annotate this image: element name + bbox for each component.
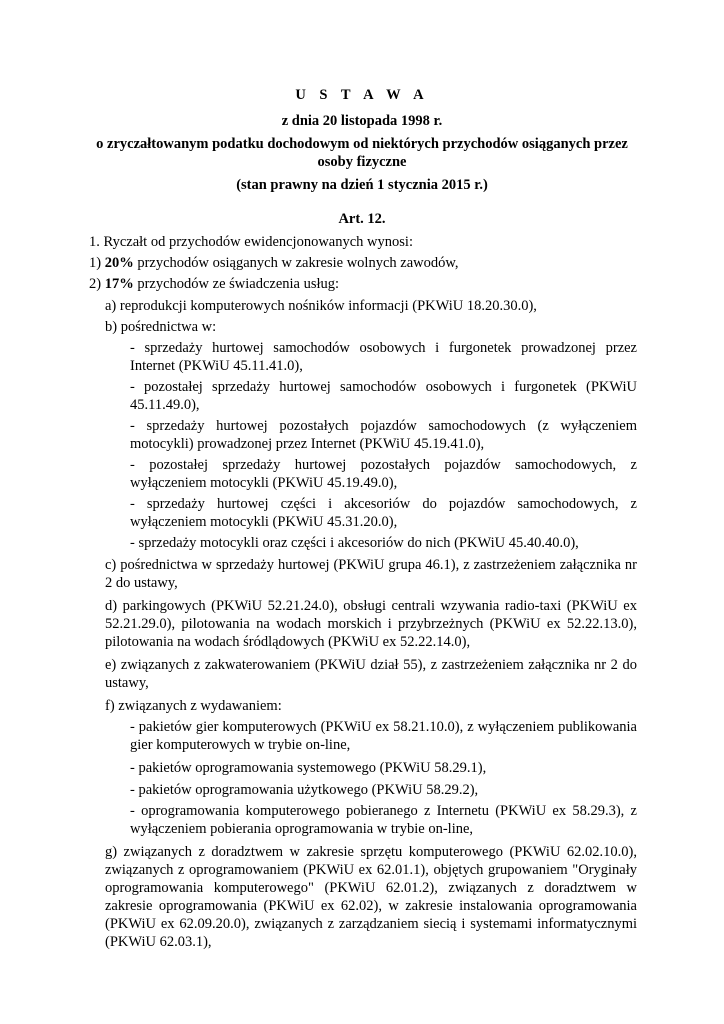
subitem-f-dash-1-line-1: - pakietów gier komputerowych (PKWiU ex 58.21.10.0), z wyłączeniem publikowania (130, 719, 637, 735)
subitem-d (105, 597, 637, 651)
subitem-g-line-4: zakresie oprogramowania (PKWiU ex 62.02), w zakresie instalowania oprogramowania (105, 898, 637, 914)
subitem-b-dash-1-line-2: Internet (PKWiU 45.11.41.0), (130, 358, 303, 374)
subitem-e (105, 656, 637, 692)
item-1-text: przychodów osiąganych w zakresie wolnych zawodów, (133, 255, 459, 271)
subitem-d-line-3: pilotowania na wodach śródlądowych (PKWiU ex 52.22.14.0), (105, 634, 471, 650)
subitem-b-dash-5-line-2: wyłączeniem motocykli (PKWiU 45.31.20.0), (130, 514, 398, 530)
subitem-b-dash-5-line-1: - sprzedaży hurtowej części i akcesoriów do pojazdów samochodowych, z (130, 496, 637, 512)
subitem-a: a) reprodukcji komputerowych nośników informacji (PKWiU 18.20.30.0), (105, 298, 537, 314)
document-subject-line-1: o zryczałtowanym podatku dochodowym od niektórych przychodów osiąganych przez (96, 136, 628, 152)
document-title: U S T A W A (295, 87, 429, 103)
subitem-b-dash-5 (130, 495, 637, 531)
subitem-e-line-1: e) związanych z zakwaterowaniem (PKWiU dział 55), z zastrzeżeniem załącznika nr 2 do (105, 657, 637, 673)
subitem-d-line-2: 52.21.29.0), pilotowania na wodach morskich i przybrzeżnych (PKWiU ex 52.22.13.0), (105, 616, 637, 632)
subitem-b-dash-3 (130, 417, 637, 453)
item-2-rate: 17% (104, 276, 134, 292)
subitem-f-dash-4 (130, 802, 637, 838)
subitem-f-dash-1 (130, 718, 637, 754)
subitem-b-dash-3-line-1: - sprzedaży hurtowej pozostałych pojazdów samochodowych (z wyłączeniem (130, 418, 637, 434)
subitem-c-line-2: 2 do ustawy, (105, 575, 178, 591)
item-2 (89, 275, 339, 293)
subitem-c (105, 556, 637, 592)
paragraph-1: 1. Ryczałt od przychodów ewidencjonowanych wynosi: (89, 234, 413, 250)
subitem-b-dash-4-line-2: wyłączeniem motocykli (PKWiU 45.19.49.0), (130, 475, 398, 491)
item-2-text: przychodów ze świadczenia usług: (133, 276, 340, 292)
subitem-f-dash-2: - pakietów oprogramowania systemowego (PKWiU 58.29.1), (130, 760, 487, 776)
subitem-b: b) pośrednictwa w: (105, 319, 217, 335)
item-1-rate: 20% (104, 255, 134, 271)
subitem-f-dash-4-line-2: wyłączeniem pobierania oprogramowania w trybie on-line, (130, 821, 474, 837)
subitem-b-dash-4-line-1: - pozostałej sprzedaży hurtowej pozostałych pojazdów samochodowych, z (130, 457, 637, 473)
subitem-e-line-2: ustawy, (105, 675, 149, 691)
item-1 (89, 254, 459, 272)
subitem-g-line-5: (PKWiU ex 62.09.20.0), związanych z zarządzaniem siecią i systemami informatycznymi (105, 916, 637, 932)
subitem-b-dash-4 (130, 456, 637, 492)
subitem-g-line-3: oprogramowania komputerowego" (PKWiU 62.01.2), związanych z doradztwem w (105, 880, 637, 896)
subitem-b-dash-2-line-1: - pozostałej sprzedaży hurtowej samochodów osobowych i furgonetek (PKWiU (130, 379, 637, 395)
document-subject-line-2: osoby fizyczne (317, 154, 407, 170)
subitem-d-line-1: d) parkingowych (PKWiU 52.21.24.0), obsługi centrali wzywania radio-taxi (PKWiU ex (105, 598, 637, 614)
legal-state-note: (stan prawny na dzień 1 stycznia 2015 r.) (236, 177, 488, 193)
subitem-b-dash-1 (130, 339, 637, 375)
subitem-g-line-1: g) związanych z doradztwem w zakresie sprzętu komputerowego (PKWiU 62.02.10.0), (105, 844, 637, 860)
subitem-b-dash-2-line-2: 45.11.49.0), (130, 397, 200, 413)
document-date: z dnia 20 listopada 1998 r. (281, 113, 443, 129)
item-1-number: 1) (89, 255, 105, 271)
subitem-f-dash-4-line-1: - oprogramowania komputerowego pobieranego z Internetu (PKWiU ex 58.29.3), z (130, 803, 637, 819)
subitem-b-dash-6: - sprzedaży motocykli oraz części i akcesoriów do nich (PKWiU 45.40.40.0), (130, 535, 579, 551)
subitem-g (105, 843, 637, 951)
article-heading: Art. 12. (338, 211, 386, 227)
item-2-number: 2) (89, 276, 105, 292)
subitem-g-line-6: (PKWiU 62.03.1), (105, 934, 212, 950)
subitem-b-dash-2 (130, 378, 637, 414)
subitem-g-line-2: związanych z oprogramowaniem (PKWiU ex 62.01.1), objętych grupowaniem "Oryginały (105, 862, 637, 878)
subitem-c-line-1: c) pośrednictwa w sprzedaży hurtowej (PKWiU grupa 46.1), z zastrzeżeniem załącznika nr (105, 557, 637, 573)
subitem-f-dash-1-line-2: gier komputerowych w trybie on-line, (130, 737, 351, 753)
subitem-b-dash-1-line-1: - sprzedaży hurtowej samochodów osobowych i furgonetek prowadzonej przez (130, 340, 637, 356)
subitem-f-dash-3: - pakietów oprogramowania użytkowego (PKWiU 58.29.2), (130, 782, 479, 798)
subitem-b-dash-3-line-2: motocykli) prowadzonej przez Internet (PKWiU 45.19.41.0), (130, 436, 485, 452)
subitem-f: f) związanych z wydawaniem: (105, 698, 282, 714)
